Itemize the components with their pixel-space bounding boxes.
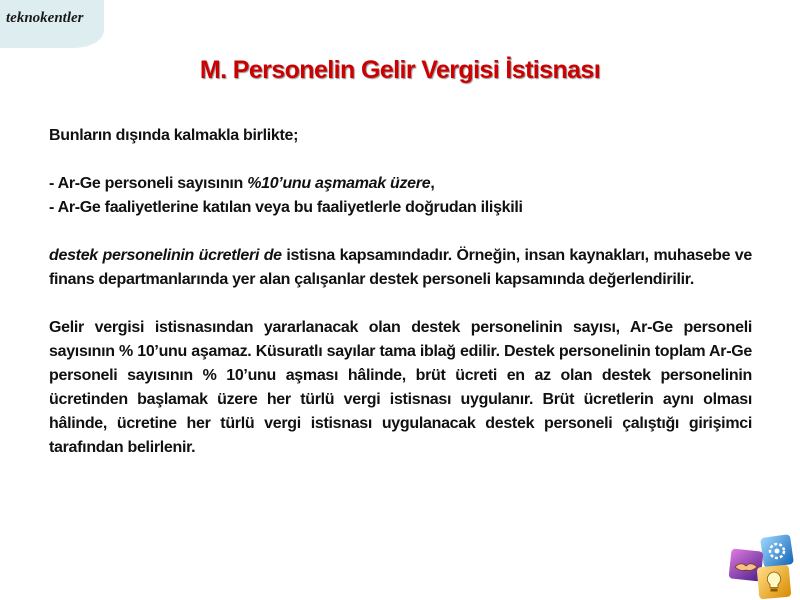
logo-text: teknokentler <box>6 10 84 26</box>
paragraph-1-text: istisna kapsamındadır. Örneğin, insan kaynakları, muhasebe ve finans departmanlarında yer alan çalışanlar destek personeli kapsamında değerlendirilir. <box>49 247 752 288</box>
spacer <box>49 220 752 244</box>
intro-line: Bunların dışında kalmakla birlikte; <box>49 127 299 144</box>
bullet-1-emphasis: %10’unu aşmamak üzere <box>247 175 431 192</box>
spacer <box>49 292 752 316</box>
paragraph-1-emphasis: destek personelinin ücretleri de <box>49 247 282 264</box>
logo-tab <box>0 0 104 48</box>
bullet-line-2: - Ar-Ge faaliyetlerine katılan veya bu faaliyetlerle doğrudan ilişkili <box>49 199 523 216</box>
slide-title: M. Personelin Gelir Vergisi İstisnası <box>199 56 601 84</box>
paragraph-1 <box>49 244 752 292</box>
bullet-1-suffix: , <box>430 175 435 192</box>
slide-content <box>49 124 752 460</box>
gear-cube-icon <box>760 534 794 568</box>
bullet-1-prefix: - Ar-Ge personeli sayısının <box>49 175 248 192</box>
spacer <box>49 148 752 172</box>
bullet-line-1 <box>49 172 752 196</box>
lightbulb-cube-icon <box>757 565 792 600</box>
paragraph-2: Gelir vergisi istisnasından yararlanacak olan destek personelinin sayısı, Ar-Ge personeli sayısının % 10’unu aşamaz. Küsuratlı sayılar tama iblağ edilir. Destek personelinin toplam Ar-Ge personeli sayısının % 10’unu aşması hâlinde, brüt ücreti en az olan destek personelinin ücretinden başlamak üzere her türlü vergi istisnası uygulanır. Brüt ücretlerin aynı olması hâlinde, ücretine her türlü vergi istisnası uygulanacak destek personeli çalıştığı girişimci tarafından belirlenir. <box>49 319 752 456</box>
decorative-cubes-graphic <box>726 534 798 600</box>
